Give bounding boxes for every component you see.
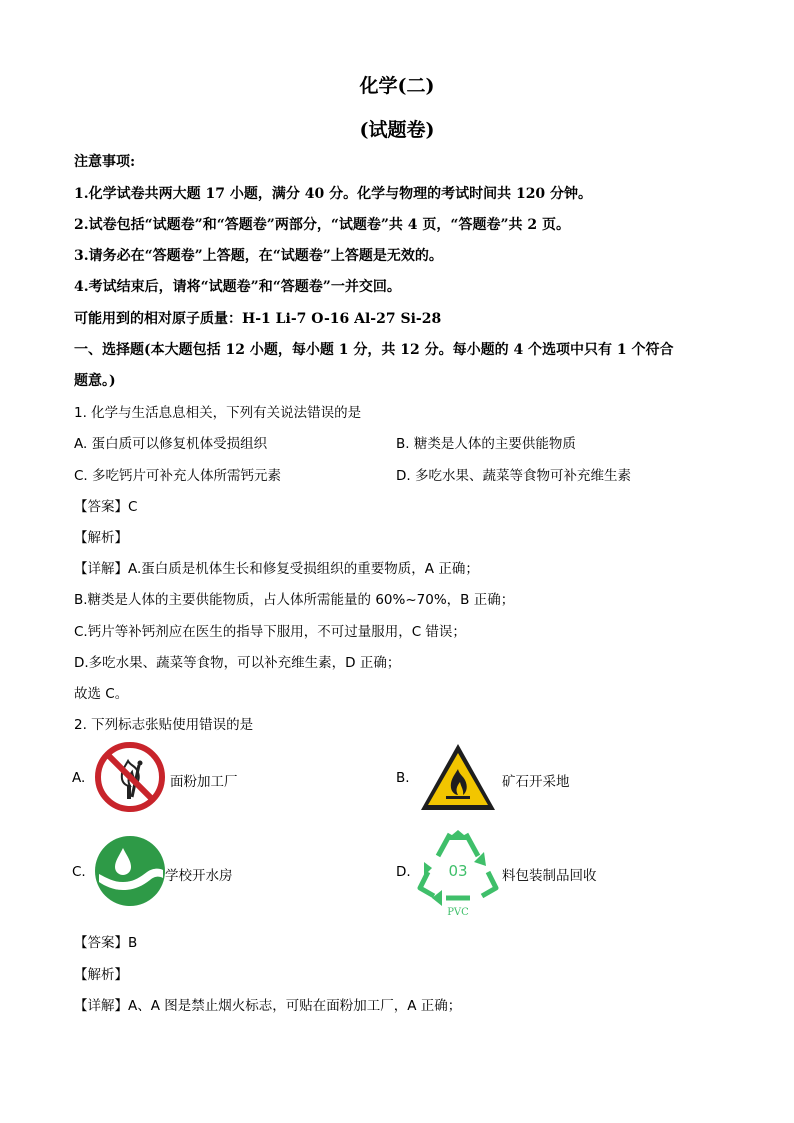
q1-detail-3: C.钙片等补钙剂应在医生的指导下服用，不可过量服用，C 错误； bbox=[74, 624, 466, 640]
q2-option-c-text: 学校开水房 bbox=[165, 868, 233, 884]
note-item-2: 2.试卷包括“试题卷”和“答题卷”两部分，“试题卷”共 4 页，“答题卷”共 2 页。 bbox=[74, 217, 571, 233]
recycle-label: PVC bbox=[447, 907, 469, 918]
section-heading-cont: 题意。) bbox=[74, 373, 116, 389]
q2-option-a-letter: A. bbox=[72, 770, 86, 786]
page-subtitle: (试题卷) bbox=[359, 119, 435, 141]
q2-option-b-text: 矿石开采地 bbox=[502, 774, 570, 790]
section-heading: 一、选择题(本大题包括 12 小题，每小题 1 分，共 12 分。每小题的 4 个选项中只有 1 个符合 bbox=[74, 342, 674, 358]
q1-conclusion: 故选 C。 bbox=[74, 686, 129, 702]
q1-analysis-label: 【解析】 bbox=[74, 530, 128, 546]
water-room-sign-icon bbox=[93, 834, 167, 908]
q1-detail-2: B.糖类是人体的主要供能物质，占人体所需能量的 60%~70%，B 正确； bbox=[74, 592, 515, 608]
page-title: 化学(二) bbox=[359, 75, 435, 97]
question-1-stem: 1. 化学与生活息息相关，下列有关说法错误的是 bbox=[74, 405, 362, 421]
q2-option-c-letter: C. bbox=[72, 864, 86, 880]
note-item-4: 4.考试结束后，请将“试题卷”和“答题卷”一并交回。 bbox=[74, 279, 401, 295]
q2-option-d-letter: D. bbox=[396, 864, 411, 880]
q1-answer: 【答案】C bbox=[74, 499, 138, 515]
q2-answer: 【答案】B bbox=[74, 935, 138, 951]
q1-detail-1: 【详解】A.蛋白质是机体生长和修复受损组织的重要物质，A 正确； bbox=[74, 561, 479, 577]
q2-analysis-label: 【解析】 bbox=[74, 967, 128, 983]
q2-option-d-text: 料包装制品回收 bbox=[502, 868, 597, 884]
flammable-warning-icon bbox=[418, 741, 498, 813]
note-item-1: 1.化学试卷共两大题 17 小题，满分 40 分。化学与物理的考试时间共 120 分钟。 bbox=[74, 186, 593, 202]
notes-heading: 注意事项: bbox=[74, 154, 136, 170]
q2-option-a-text: 面粉加工厂 bbox=[170, 774, 238, 790]
recycle-code: 03 bbox=[448, 862, 468, 880]
note-item-3: 3.请务必在“答题卷”上答题，在“试题卷”上答题是无效的。 bbox=[74, 248, 443, 264]
q1-option-b: B. 糖类是人体的主要供能物质 bbox=[396, 436, 576, 452]
q1-option-d: D. 多吃水果、蔬菜等食物可补充维生素 bbox=[396, 468, 631, 484]
question-2-stem: 2. 下列标志张贴使用错误的是 bbox=[74, 717, 254, 733]
no-fire-sign-icon bbox=[94, 741, 166, 813]
q1-detail-4: D.多吃水果、蔬菜等食物，可以补充维生素，D 正确； bbox=[74, 655, 401, 671]
q2-option-b-letter: B. bbox=[396, 770, 410, 786]
atomic-masses: 可能用到的相对原子质量：H-1 Li-7 O-16 Al-27 Si-28 bbox=[74, 311, 442, 327]
q2-detail-1: 【详解】A、A 图是禁止烟火标志，可贴在面粉加工厂，A 正确； bbox=[74, 998, 462, 1014]
recycle-pvc-icon bbox=[414, 826, 502, 918]
q1-option-c: C. 多吃钙片可补充人体所需钙元素 bbox=[74, 468, 282, 484]
q1-option-a: A. 蛋白质可以修复机体受损组织 bbox=[74, 436, 268, 452]
